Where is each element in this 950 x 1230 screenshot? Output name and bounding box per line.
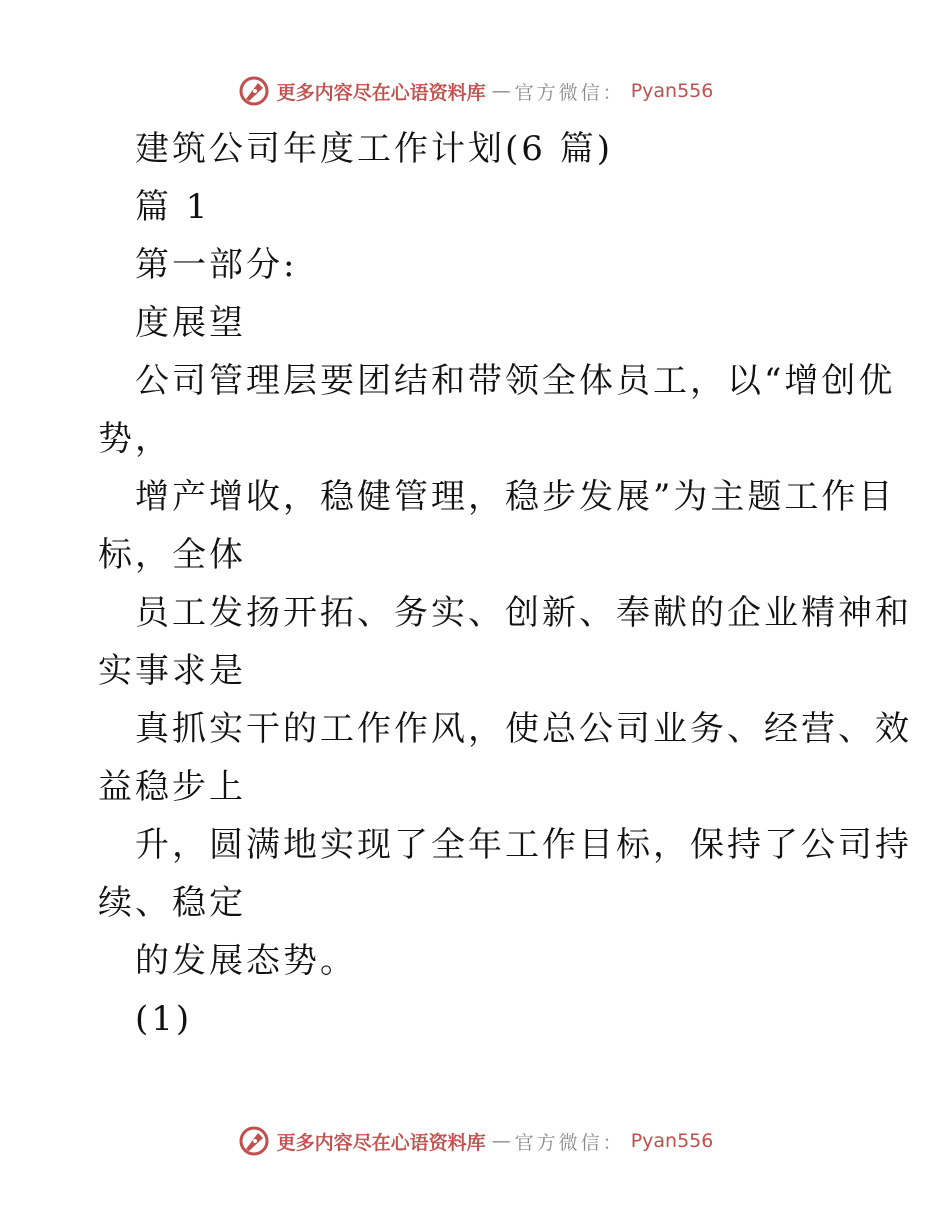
footer-watermark xyxy=(0,1121,950,1161)
document-body xyxy=(98,120,912,1048)
paragraph-line: 标，全体 xyxy=(98,535,246,575)
watermark-account: Pyan556 xyxy=(630,80,714,102)
document-title: 建筑公司年度工作计划(6 篇) xyxy=(135,129,613,169)
pen-nib-logo-icon xyxy=(237,74,271,108)
paragraph-line: 升，圆满地实现了全年工作目标，保持了公司持 xyxy=(135,825,912,865)
section-heading: 度展望 xyxy=(135,303,246,343)
paragraph-line: 员工发扬开拓、务实、创新、奉献的企业精神和 xyxy=(135,593,912,633)
paragraph-line: 真抓实干的工作作风，使总公司业务、经营、效 xyxy=(135,709,912,749)
part-label: 第一部分: xyxy=(135,245,298,285)
pen-nib-logo-icon xyxy=(237,1124,271,1158)
watermark-separator: — xyxy=(491,80,509,102)
page-number: (1) xyxy=(135,999,193,1039)
header-watermark xyxy=(0,71,950,111)
paragraph-line: 益稳步上 xyxy=(98,767,246,807)
watermark-wechat-label: 官方微信： xyxy=(514,1131,625,1154)
watermark-separator: — xyxy=(491,1130,509,1152)
paragraph-line: 实事求是 xyxy=(98,651,246,691)
paragraph-line: 的发展态势。 xyxy=(135,941,357,981)
watermark-wechat-label: 官方微信： xyxy=(514,81,625,104)
watermark-account: Pyan556 xyxy=(630,1130,714,1152)
watermark-brand: 更多内容尽在心语资料库 xyxy=(276,1131,486,1154)
watermark-brand: 更多内容尽在心语资料库 xyxy=(276,81,486,104)
paragraph-line: 增产增收，稳健管理，稳步发展”为主题工作目 xyxy=(135,477,896,517)
paragraph-line: 续、稳定 xyxy=(98,883,246,923)
paragraph-line: 势， xyxy=(98,419,172,459)
section-label: 篇 1 xyxy=(135,187,211,227)
paragraph-line: 公司管理层要团结和带领全体员工，以“增创优 xyxy=(135,361,896,401)
